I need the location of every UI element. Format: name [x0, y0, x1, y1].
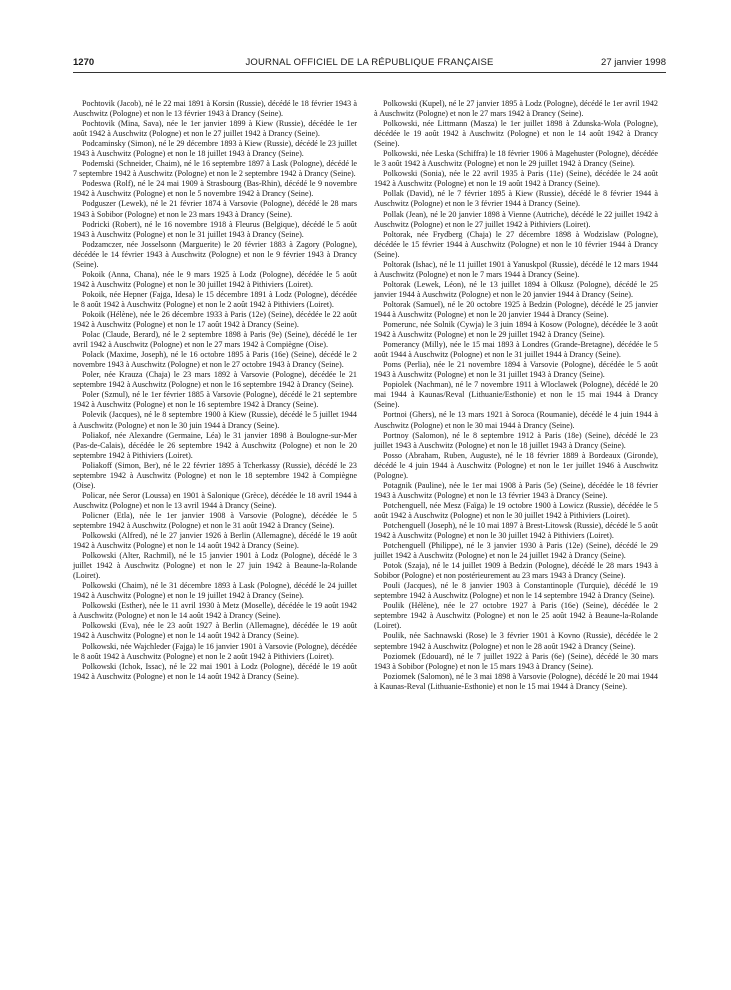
death-record-entry: Podricki (Robert), né le 16 novembre 1918 à Fleurus (Belgique), décédé le 5 août 1943 à Auschwitz (Pologne) et non le 31 juillet 1943 à Drancy (Seine). — [73, 219, 357, 239]
death-record-entry: Polkowski, née Wajchleder (Fajga) le 16 janvier 1901 à Varsovie (Pologne), décédée le 8 août 1942 à Auschwitz (Pologne) et non le 2 août 1942 à Pithiviers (Loiret). — [73, 641, 357, 661]
death-record-entry: Pomerancy (Milly), née le 15 mai 1893 à Londres (Grande-Bretagne), décédée le 5 août 1944 à Auschwitz (Pologne) et non le 31 juillet 1944 à Drancy (Seine). — [374, 340, 658, 360]
death-record-entry: Potchenguell (Philippe), né le 3 janvier 1930 à Paris (12e) (Seine), décédé le 29 juillet 1942 à Auschwitz (Pologne) et non le 24 juillet 1942 à Drancy (Seine). — [374, 541, 658, 561]
death-record-entry: Poulik, née Sachnawski (Rose) le 3 février 1901 à Kovno (Russie), décédée le 2 septembre 1942 à Auschwitz (Pologne) et non le 28 août 1942 à Drancy (Seine). — [374, 631, 658, 651]
death-record-entry: Policner (Etla), née le 1er janvier 1908 à Varsovie (Pologne), décédée le 5 septembre 1942 à Auschwitz (Pologne) et non le 31 août 1942 à Drancy (Seine). — [73, 510, 357, 530]
death-record-entry: Popiolek (Nachman), né le 7 novembre 1911 à Wloclawek (Pologne), décédé le 20 mai 1944 à Kaunas/Reval (Lithuanie/Esthonie) et non le 15 mai 1944 à Drancy (Seine). — [374, 380, 658, 410]
death-record-entry: Polkowski (Alter, Rachmil), né le 15 janvier 1901 à Lodz (Pologne), décédé le 3 juillet 1942 à Auschwitz (Pologne) et non le 27 juin 1942 à Beaune-la-Rolande (Loiret). — [73, 551, 357, 581]
death-record-entry: Poliakoff (Simon, Ber), né le 22 février 1895 à Tcherkassy (Russie), décédé le 23 septembre 1942 à Auschwitz (Pologne) et non le 18 septembre 1942 à Compiègne (Oise). — [73, 460, 357, 490]
death-record-entry: Poziomek (Edouard), né le 7 juillet 1922 à Paris (6e) (Seine), décédé le 30 mars 1943 à Sobibor (Pologne) et non le 15 mars 1943 à Drancy (Seine). — [374, 651, 658, 671]
death-record-entry: Pomerunc, née Solnik (Cywja) le 3 juin 1894 à Kosow (Pologne), décédée le 3 août 1942 à Auschwitz (Pologne) et non le 29 juillet 1942 à Drancy (Seine). — [374, 320, 658, 340]
death-record-entry: Potchenguell (Joseph), né le 10 mai 1897 à Brest-Litowsk (Russie), décédé le 5 août 1942 à Auschwitz (Pologne) et non le 30 juillet 1942 à Pithiviers (Loiret). — [374, 520, 658, 541]
death-record-entry: Polevik (Jacques), né le 8 septembre 1900 à Kiew (Russie), décédé le 5 juillet 1944 à Auschwitz (Pologne) et non le 30 juin 1944 à Drancy (Seine). — [73, 410, 357, 430]
death-record-entry: Podzamczer, née Josselsonn (Marguerite) le 20 février 1883 à Zagory (Pologne), décédée le 14 février 1943 à Auschwitz (Pologne) et non le 9 février 1943 à Drancy (Seine). — [73, 239, 357, 269]
death-record-entry: Pokoik (Hélène), née le 26 décembre 1933 à Paris (12e) (Seine), décédée le 22 août 1942 à Auschwitz (Pologne) et non le 17 août 1942 à Drancy (Seine). — [73, 309, 357, 330]
death-record-entry: Poltorak (Samuel), né le 20 octobre 1925 à Bedzin (Pologne), décédé le 25 janvier 1944 à Auschwitz (Pologne) et non le 20 janvier 1944 à Drancy (Seine). — [374, 299, 658, 319]
issue-date: 27 janvier 1998 — [601, 57, 666, 68]
death-record-entry: Polkowski (Sonia), née le 22 avril 1935 à Paris (11e) (Seine), décédée le 24 août 1942 à Auschwitz (Pologne) et non le 19 août 1942 à Drancy (Seine). — [374, 169, 658, 189]
death-record-entry: Podguszer (Lewek), né le 21 février 1874 à Varsovie (Pologne), décédé le 28 mars 1943 à Sobibor (Pologne) et non le 23 mars 1943 à Drancy (Seine). — [73, 199, 357, 219]
death-record-entry: Poltorak (Lewek, Léon), né le 13 juillet 1894 à Olkusz (Pologne), décédé le 25 janvier 1944 à Auschwitz (Pologne) et non le 20 janvier 1944 à Drancy (Seine). — [374, 279, 658, 299]
death-record-entry: Policar, née Seror (Loussa) en 1901 à Salonique (Grèce), décédée le 18 avril 1944 à Auschwitz (Pologne) et non le 13 avril 1944 à Drancy (Seine). — [73, 490, 357, 510]
death-record-entry: Podemski (Schneider, Chaim), né le 16 septembre 1897 à Lask (Pologne), décédé le 7 septembre 1942 à Auschwitz (Pologne) et non le 2 septembre 1942 à Drancy (Seine). — [73, 159, 357, 179]
death-record-entry: Podcaminsky (Simon), né le 29 décembre 1893 à Kiew (Russie), décédé le 23 juillet 1943 à Auschwitz (Pologne) et non le 18 juillet 1943 à Drancy (Seine). — [73, 139, 357, 159]
death-record-entry: Poltorak (Ishac), né le 11 juillet 1901 à Yanuskpol (Russie), décédé le 12 mars 1944 à Auschwitz (Pologne) et non le 7 mars 1944 à Drancy (Seine). — [374, 259, 658, 279]
right-column — [374, 99, 658, 692]
death-record-entry: Poulik (Hélène), née le 27 octobre 1927 à Paris (16e) (Seine), décédée le 2 septembre 1942 à Auschwitz (Pologne) et non le 25 août 1942 à Beaune-la-Rolande (Loiret). — [374, 601, 658, 631]
death-record-entry: Pouli (Jacques), né le 8 janvier 1903 à Constantinople (Turquie), décédé le 19 septembre 1942 à Auschwitz (Pologne) et non le 14 septembre 1942 à Drancy (Seine). — [374, 581, 658, 601]
death-record-entry: Potagnik (Pauline), née le 1er mai 1908 à Paris (5e) (Seine), décédée le 18 février 1943 à Auschwitz (Pologne) et non le 13 février 1943 à Drancy (Seine). — [374, 480, 658, 500]
journal-title: JOURNAL OFFICIEL DE LA RÉPUBLIQUE FRANÇAISE — [245, 57, 494, 68]
death-record-entry: Pochtovik (Mina, Sava), née le 1er janvier 1899 à Kiew (Russie), décédée le 1er août 1942 à Auschwitz (Pologne) et non le 27 juillet 1942 à Drancy (Seine). — [73, 119, 357, 139]
death-record-entry: Pollak (David), né le 7 février 1895 à Kiew (Russie), décédé le 8 février 1944 à Auschwitz (Pologne) et non le 3 février 1944 à Drancy (Seine). — [374, 189, 658, 209]
death-record-entry: Portnoi (Ghers), né le 13 mars 1921 à Soroca (Roumanie), décédé le 4 juin 1944 à Auschwitz (Pologne) et non le 30 mai 1944 à Drancy (Seine). — [374, 410, 658, 430]
death-record-entry: Pokoik, née Hepner (Fajga, Idesa) le 15 décembre 1891 à Lodz (Pologne), décédée le 8 août 1942 à Auschwitz (Pologne) et non le 2 août 1942 à Pithiviers (Loiret). — [73, 289, 357, 309]
death-record-entry: Poliakof, née Alexandre (Germaine, Léa) le 31 janvier 1898 à Boulogne-sur-Mer (Pas-de-Calais), décédée le 26 septembre 1942 à Auschwitz (Pologne) et non le 20 septembre 1942 à Pithiviers (Loiret). — [73, 430, 357, 460]
death-record-entry: Potchenguell, née Mesz (Faïga) le 19 octobre 1900 à Lowicz (Russie), décédée le 5 août 1942 à Auschwitz (Pologne) et non le 30 juillet 1942 à Pithiviers (Loiret). — [374, 500, 658, 520]
death-record-entry: Poms (Perlia), née le 21 novembre 1894 à Varsovie (Pologne), décédée le 5 août 1943 à Auschwitz (Pologne) et non le 31 juillet 1943 à Drancy (Seine). — [374, 360, 658, 380]
death-record-entry: Polkowski (Esther), née le 11 avril 1930 à Metz (Moselle), décédée le 19 août 1942 à Auschwitz (Pologne) et non le 14 août 1942 à Drancy (Seine). — [73, 601, 357, 621]
death-record-entry: Polack (Maxime, Joseph), né le 16 octobre 1895 à Paris (16e) (Seine), décédé le 2 novembre 1943 à Auschwitz (Pologne) et non le 27 octobre 1943 à Drancy (Seine). — [73, 350, 357, 370]
death-record-entry: Polkowski, née Littmann (Masza) le 1er juillet 1898 à Zdunska-Wola (Pologne), décédée le 19 août 1942 à Auschwitz (Pologne) et non le 14 août 1942 à Drancy (Seine). — [374, 119, 658, 149]
death-record-entry: Posso (Abraham, Ruben, Auguste), né le 18 février 1889 à Bordeaux (Gironde), décédé le 4 juin 1944 à Auschwitz (Pologne) et non le 1er juillet 1946 à Auschwitz (Pologne). — [374, 450, 658, 480]
death-record-entry: Poler (Szmul), né le 1er février 1885 à Varsovie (Pologne), décédé le 21 septembre 1942 à Auschwitz (Pologne) et non le 16 septembre 1942 à Drancy (Seine). — [73, 390, 357, 410]
left-column — [73, 99, 357, 682]
header-rule — [73, 72, 666, 73]
death-record-entry: Pokoik (Anna, Chana), née le 9 mars 1925 à Lodz (Pologne), décédée le 5 août 1942 à Auschwitz (Pologne) et non le 30 juillet 1942 à Pithiviers (Loiret). — [73, 269, 357, 289]
death-record-entry: Polkowski, née Leska (Schiffra) le 18 février 1906 à Magehuster (Pologne), décédée le 3 août 1942 à Auschwitz (Pologne) et non le 29 juillet 1942 à Drancy (Seine). — [374, 149, 658, 169]
death-record-entry: Pochtovik (Jacob), né le 22 mai 1891 à Korsin (Russie), décédé le 18 février 1943 à Auschwitz (Pologne) et non le 13 février 1943 à Drancy (Seine). — [73, 99, 357, 119]
death-record-entry: Pollak (Jean), né le 20 janvier 1898 à Vienne (Autriche), décédé le 22 juillet 1942 à Auschwitz (Pologne) et non le 27 juillet 1942 à Pithiviers (Loiret). — [374, 209, 658, 229]
death-record-entry: Poler, née Krauza (Chaja) le 23 mars 1892 à Varsovie (Pologne), décédée le 21 septembre 1942 à Auschwitz (Pologne) et non le 16 septembre 1942 à Drancy (Seine). — [73, 370, 357, 390]
death-record-entry: Polkowski (Ichok, Issac), né le 22 mai 1901 à Lodz (Pologne), décédé le 19 août 1942 à Auschwitz (Pologne) et non le 14 août 1942 à Drancy (Seine). — [73, 661, 357, 681]
death-record-entry: Potok (Szaja), né le 14 juillet 1909 à Bedzin (Pologne), décédé le 28 mars 1943 à Sobibor (Pologne) et non postérieurement au 23 mars 1943 à Drancy (Seine). — [374, 561, 658, 581]
page-header — [73, 55, 666, 71]
death-record-entry: Poltorak, née Frydberg (Chaja) le 27 décembre 1898 à Wodzislaw (Pologne), décédée le 15 février 1944 à Auschwitz (Pologne) et non le 10 février 1944 à Drancy (Seine). — [374, 229, 658, 259]
death-record-entry: Polac (Claude, Berard), né le 2 septembre 1898 à Paris (9e) (Seine), décédé le 1er avril 1942 à Auschwitz (Pologne) et non le 27 mars 1942 à Compiègne (Oise). — [73, 330, 357, 350]
death-record-entry: Portnoy (Salomon), né le 8 septembre 1912 à Paris (18e) (Seine), décédé le 23 juillet 1943 à Auschwitz (Pologne) et non le 18 juillet 1943 à Drancy (Seine). — [374, 430, 658, 450]
death-record-entry: Polkowski (Eva), née le 23 août 1927 à Berlin (Allemagne), décédée le 19 août 1942 à Auschwitz (Pologne) et non le 14 août 1942 à Drancy (Seine). — [73, 621, 357, 641]
page-number: 1270 — [73, 57, 95, 68]
death-record-entry: Podeswa (Rolf), né le 24 mai 1909 à Strasbourg (Bas-Rhin), décédé le 9 novembre 1942 à Auschwitz (Pologne) et non le 5 novembre 1942 à Drancy (Seine). — [73, 179, 357, 199]
death-record-entry: Polkowski (Chaim), né le 31 décembre 1893 à Lask (Pologne), décédé le 24 juillet 1942 à Auschwitz (Pologne) et non le 19 juillet 1942 à Drancy (Seine). — [73, 581, 357, 601]
death-record-entry: Polkowski (Kupel), né le 27 janvier 1895 à Lodz (Pologne), décédé le 1er avril 1942 à Auschwitz (Pologne) et non le 27 mars 1942 à Drancy (Seine). — [374, 99, 658, 119]
death-record-entry: Poziomek (Salomon), né le 3 mai 1898 à Varsovie (Pologne), décédé le 20 mai 1944 à Kaunas-Reval (Lithuanie-Esthonie) et non le 15 mai 1944 à Drancy (Seine). — [374, 671, 658, 691]
death-record-entry: Polkowski (Alfred), né le 27 janvier 1926 à Berlin (Allemagne), décédé le 19 août 1942 à Auschwitz (Pologne) et non le 14 août 1942 à Drancy (Seine). — [73, 531, 357, 551]
